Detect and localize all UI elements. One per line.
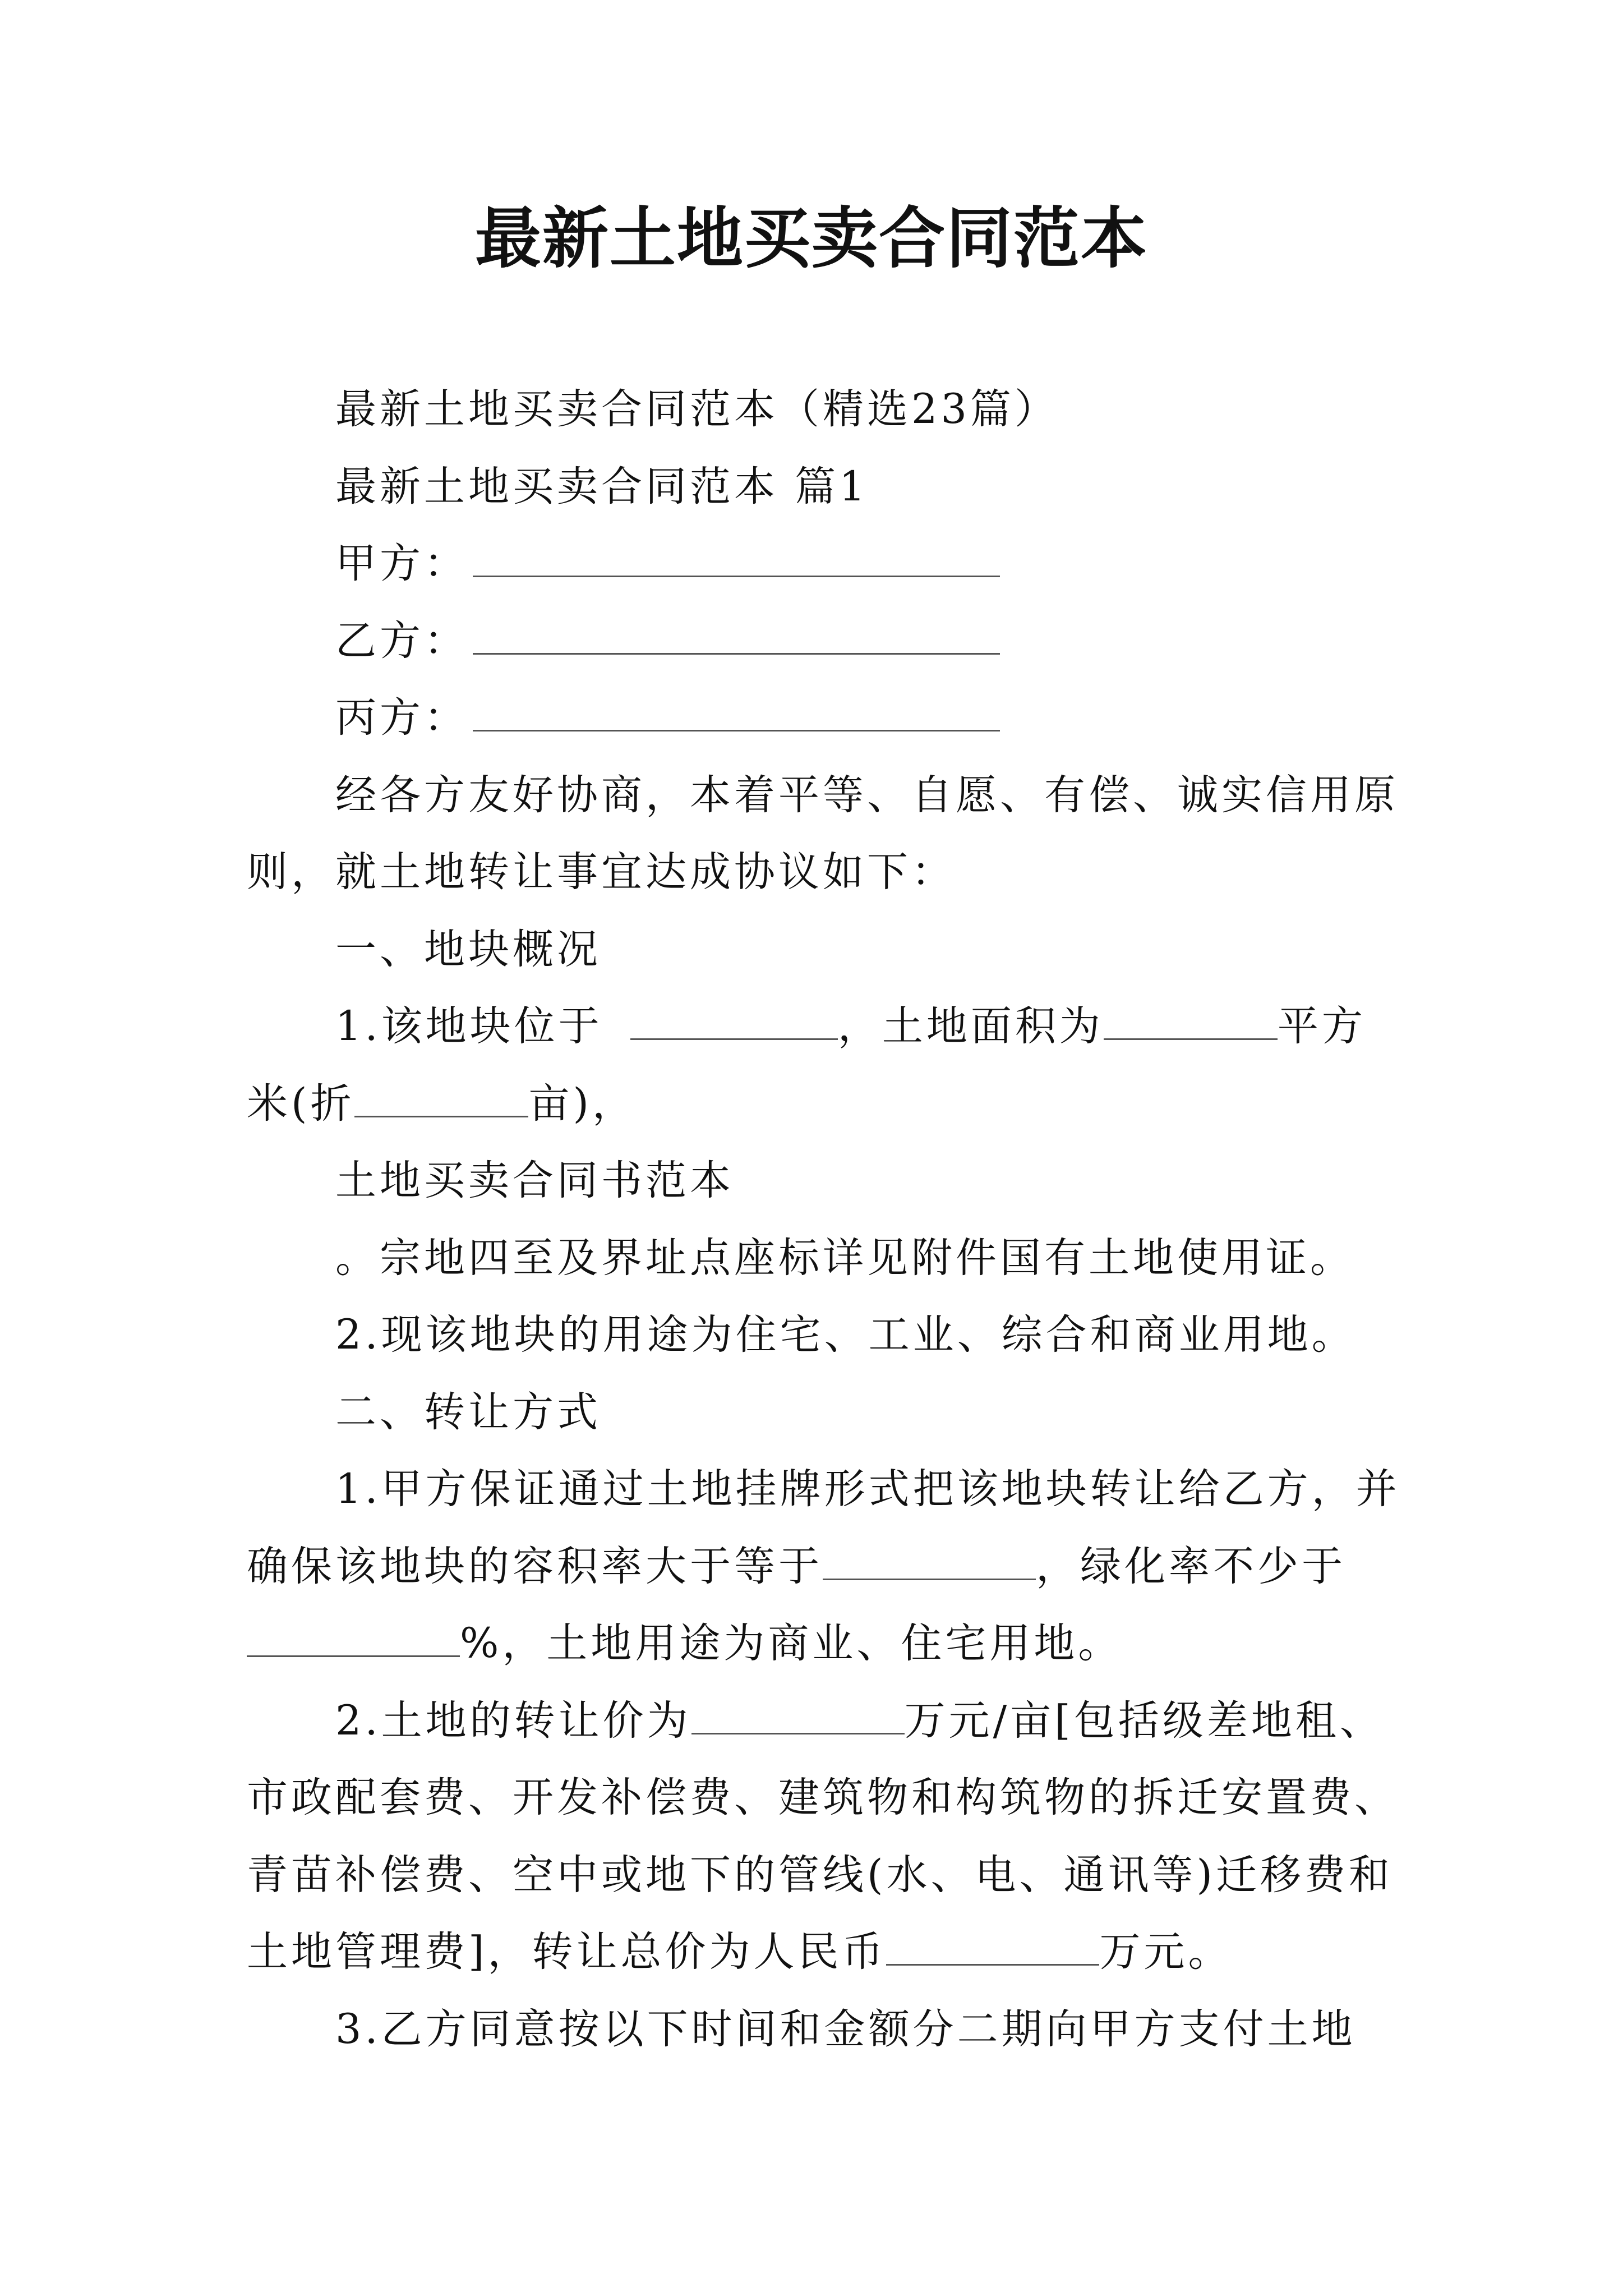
s2-p2-text-f: 万元。 <box>1099 1928 1233 1976</box>
s2-paragraph-2-line-4 <box>247 1924 1232 1980</box>
s1-paragraph-3: 。宗地四至及界址点座标详见附件国有土地使用证。 <box>335 1234 1354 1282</box>
mu-blank <box>354 1079 528 1117</box>
s2-paragraph-2-line-1 <box>335 1693 1384 1749</box>
intro-line-1: 经各方友好协商，本着平等、自愿、有偿、诚实信用原 <box>335 771 1399 819</box>
party-c-label: 丙方： <box>335 694 468 742</box>
section-heading: 最新土地买卖合同范本 篇1 <box>335 463 869 510</box>
s1-p1-text-c: 平方 <box>1277 1002 1366 1050</box>
s1-paragraph-4: 2.现该地块的用途为住宅、工业、综合和商业用地。 <box>335 1311 1356 1359</box>
s1-p1-text-d: 米(折 <box>247 1080 355 1128</box>
s2-p1-text-b: 确保该地块的容积率大于等于 <box>247 1543 823 1590</box>
s2-paragraph-3: 3.乙方同意按以下时间和金额分二期向甲方支付土地 <box>335 2005 1356 2053</box>
document-title: 最新土地买卖合同范本 <box>474 199 1148 277</box>
s2-paragraph-1-line-3 <box>247 1616 1122 1672</box>
s2-paragraph-1-line-1: 1.甲方保证通过土地挂牌形式把该地块转让给乙方，并 <box>335 1465 1400 1513</box>
s1-p1-text-b: ，土地面积为 <box>837 1002 1104 1050</box>
s1-p1-text-e: 亩)， <box>528 1080 637 1128</box>
s1-p1-text-a: 1.该地块位于 <box>335 1002 619 1050</box>
party-a-label: 甲方： <box>335 540 468 587</box>
s1-paragraph-1-line-2 <box>247 1076 637 1132</box>
s1-paragraph-1-line-1 <box>335 999 1366 1055</box>
s2-p1-text-c: ，绿化率不少于 <box>1036 1543 1346 1590</box>
document-subtitle: 最新土地买卖合同范本（精选23篇） <box>335 385 1059 433</box>
s2-p2-text-a: 2.土地的转让价为 <box>335 1697 691 1745</box>
intro-line-2: 则，就土地转让事宜达成协议如下： <box>247 848 956 896</box>
section-2-heading: 二、转让方式 <box>335 1388 601 1436</box>
party-c-line <box>335 690 1000 746</box>
party-a-line <box>335 536 1000 592</box>
party-a-blank <box>473 539 1000 577</box>
s2-paragraph-1-line-2 <box>247 1539 1346 1595</box>
section-1-heading: 一、地块概况 <box>335 926 601 973</box>
party-b-label: 乙方： <box>335 617 468 665</box>
s2-p2-text-e: 土地管理费]，转让总价为人民币 <box>247 1928 887 1976</box>
party-c-blank <box>473 693 1000 731</box>
plot-ratio-blank <box>823 1542 1036 1580</box>
area-blank <box>1104 1001 1278 1040</box>
location-blank <box>630 1001 838 1040</box>
s2-p1-text-d: %，土地用途为商业、住宅用地。 <box>460 1619 1123 1667</box>
s2-p2-text-b: 万元/亩[包括级差地租、 <box>904 1697 1384 1745</box>
s1-paragraph-2: 土地买卖合同书范本 <box>335 1157 734 1204</box>
total-price-blank <box>886 1927 1099 1966</box>
s2-paragraph-2-line-2: 市政配套费、开发补偿费、建筑物和构筑物的拆迁安置费、 <box>247 1774 1399 1821</box>
price-per-mu-blank <box>691 1696 905 1734</box>
s2-paragraph-2-line-3: 青苗补偿费、空中或地下的管线(水、电、通讯等)迁移费和 <box>247 1851 1393 1899</box>
party-b-blank <box>473 616 1000 655</box>
party-b-line <box>335 613 1000 669</box>
green-rate-blank <box>247 1618 460 1657</box>
